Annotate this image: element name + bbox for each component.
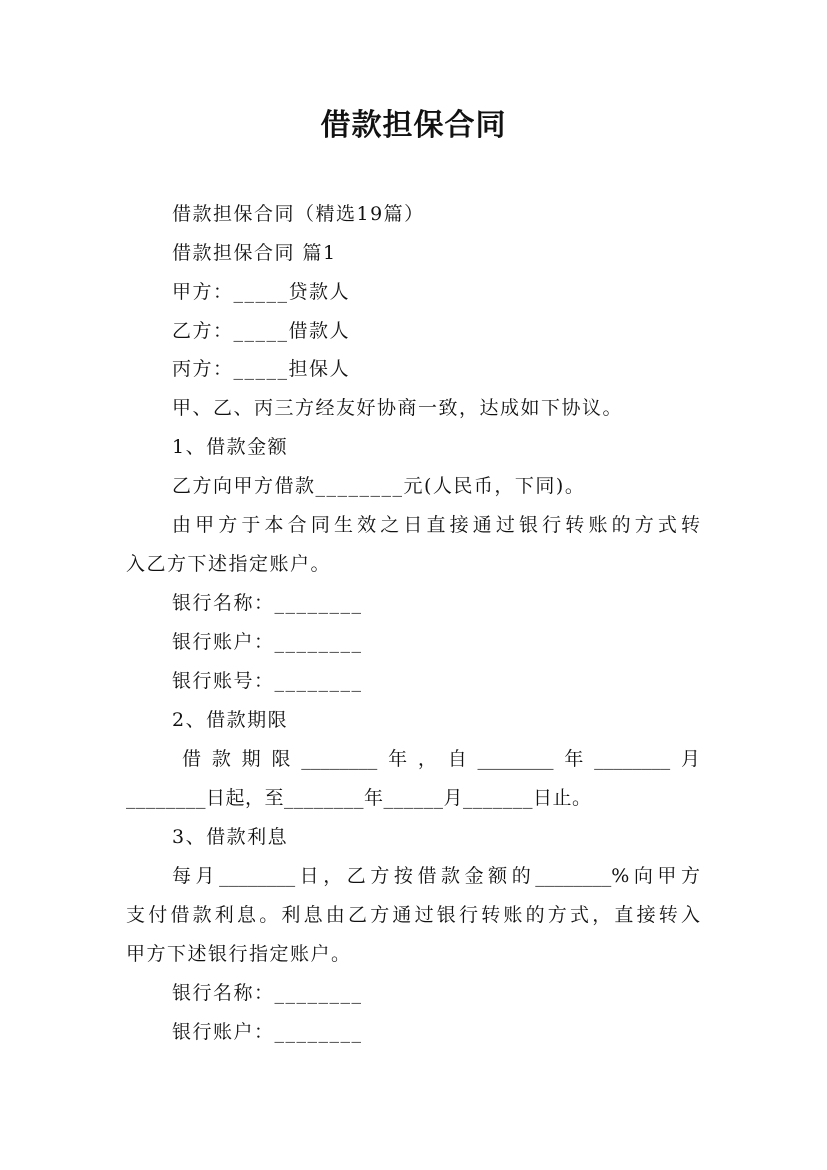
party-a-line: 甲方：_____贷款人 <box>172 281 351 303</box>
section-heading: 借款担保合同 篇1 <box>172 242 337 264</box>
bank-name-field: 银行名称：________ <box>172 592 363 614</box>
interest-paragraph-line1: 每月________日，乙方按借款金额的________%向甲方 <box>172 865 700 887</box>
party-b-line: 乙方：_____借款人 <box>172 320 351 342</box>
interest-paragraph-line3: 甲方下述银行指定账户。 <box>126 943 352 965</box>
term-paragraph-line2: ________日起，至________年______月_______日止。 <box>126 787 592 809</box>
transfer-paragraph-line2: 入乙方下述指定账户。 <box>126 553 332 575</box>
clause-heading-amount: 1、借款金额 <box>172 436 289 458</box>
agreement-intro: 甲、乙、丙三方经友好协商一致，达成如下协议。 <box>172 397 624 419</box>
interest-paragraph-line2: 支付借款利息。利息由乙方通过银行转账的方式，直接转入 <box>126 904 700 926</box>
clause-heading-term: 2、借款期限 <box>172 709 289 731</box>
bank-number-field: 银行账号：________ <box>172 670 363 692</box>
clause-heading-interest: 3、借款利息 <box>172 826 289 848</box>
bank-account-field: 银行账户：________ <box>172 631 363 653</box>
bank-name-field-2: 银行名称：________ <box>172 982 363 1004</box>
doc-subtitle: 借款担保合同（精选19篇） <box>172 203 425 225</box>
bank-account-field-2: 银行账户：________ <box>172 1021 363 1043</box>
document-title: 借款担保合同 <box>320 108 507 143</box>
party-c-line: 丙方：_____担保人 <box>172 358 351 380</box>
transfer-paragraph-line1: 由甲方于本合同生效之日直接通过银行转账的方式转 <box>172 514 700 536</box>
loan-amount-line: 乙方向甲方借款________元(人民币，下同)。 <box>172 475 586 497</box>
term-paragraph-line1: 借款期限________年，自________年________月 <box>182 748 700 770</box>
